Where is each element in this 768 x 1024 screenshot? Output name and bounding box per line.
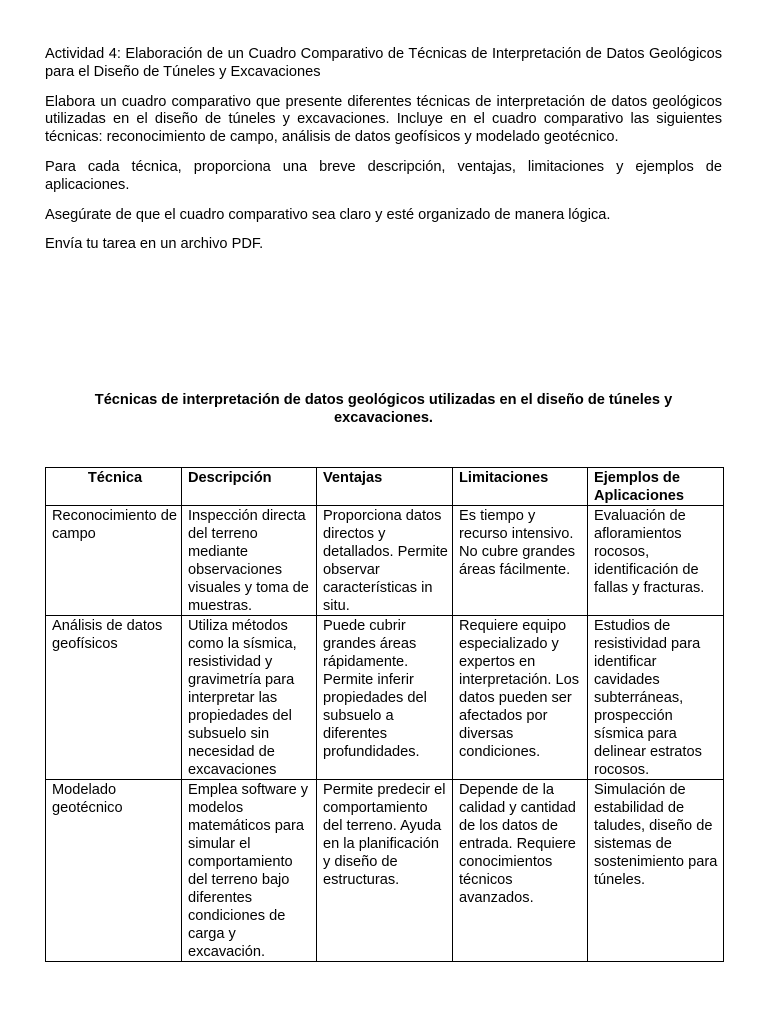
table-cell: Emplea software y modelos matemáticos para simular el comportamiento del terreno bajo diferentes condiciones de carga y excavación. (182, 780, 317, 962)
column-header-ventajas: Ventajas (317, 468, 453, 506)
table-cell: Es tiempo y recurso intensivo. No cubre grandes áreas fácilmente. (453, 506, 588, 616)
table-cell: Inspección directa del terreno mediante observaciones visuales y toma de muestras. (182, 506, 317, 616)
table-row (46, 506, 724, 616)
table-cell: Estudios de resistividad para identificar cavidades subterráneas, prospección sísmica para delinear estratos rocosos. (588, 616, 724, 780)
table-cell: Modelado geotécnico (46, 780, 182, 962)
column-header-ejemplos: Ejemplos de Aplicaciones (588, 468, 724, 506)
column-header-descripcion: Descripción (182, 468, 317, 506)
activity-title: Actividad 4: Elaboración de un Cuadro Comparativo de Técnicas de Interpretación de Datos Geológicos para el Diseño de Túneles y Excavaciones (45, 46, 722, 80)
table-row (46, 616, 724, 780)
table-cell: Puede cubrir grandes áreas rápidamente. Permite inferir propiedades del subsuelo a diferentes profundidades. (317, 616, 453, 780)
table-header-row (46, 468, 724, 506)
table-cell: Reconocimiento de campo (46, 506, 182, 616)
table-cell: Simulación de estabilidad de taludes, diseño de sistemas de sostenimiento para túneles. (588, 780, 724, 962)
table-cell: Análisis de datos geofísicos (46, 616, 182, 780)
activity-instructions (45, 46, 722, 266)
table-cell: Requiere equipo especializado y expertos en interpretación. Los datos pueden ser afectados por diversas condiciones. (453, 616, 588, 780)
instruction-paragraph: Asegúrate de que el cuadro comparativo sea claro y esté organizado de manera lógica. (45, 206, 611, 223)
instruction-paragraph: Envía tu tarea en un archivo PDF. (45, 236, 264, 253)
column-header-tecnica: Técnica (46, 468, 182, 506)
column-header-limitaciones: Limitaciones (453, 468, 588, 506)
table-cell: Permite predecir el comportamiento del terreno. Ayuda en la planificación y diseño de estructuras. (317, 780, 453, 962)
instruction-paragraph: Elabora un cuadro comparativo que presente diferentes técnicas de interpretación de datos geológicos utilizadas en el diseño de túneles y excavaciones. Incluye en el cuadro comparativo las siguientes técnicas: reconocimiento de campo, análisis de datos geofísicos y modelado geotécnico. (45, 93, 722, 146)
table-cell: Depende de la calidad y cantidad de los datos de entrada. Requiere conocimientos técnicos avanzados. (453, 780, 588, 962)
table-cell: Proporciona datos directos y detallados. Permite observar características in situ. (317, 506, 453, 616)
comparison-table (45, 467, 724, 962)
table-row (46, 780, 724, 962)
table-cell: Evaluación de afloramientos rocosos, identificación de fallas y fracturas. (588, 506, 724, 616)
instruction-paragraph: Para cada técnica, proporciona una breve descripción, ventajas, limitaciones y ejemplos de aplicaciones. (45, 158, 722, 193)
table-cell: Utiliza métodos como la sísmica, resistividad y gravimetría para interpretar las propiedades del subsuelo sin necesidad de excavaciones (182, 616, 317, 780)
table-title: Técnicas de interpretación de datos geológicos utilizadas en el diseño de túneles y excavaciones. (94, 392, 673, 426)
